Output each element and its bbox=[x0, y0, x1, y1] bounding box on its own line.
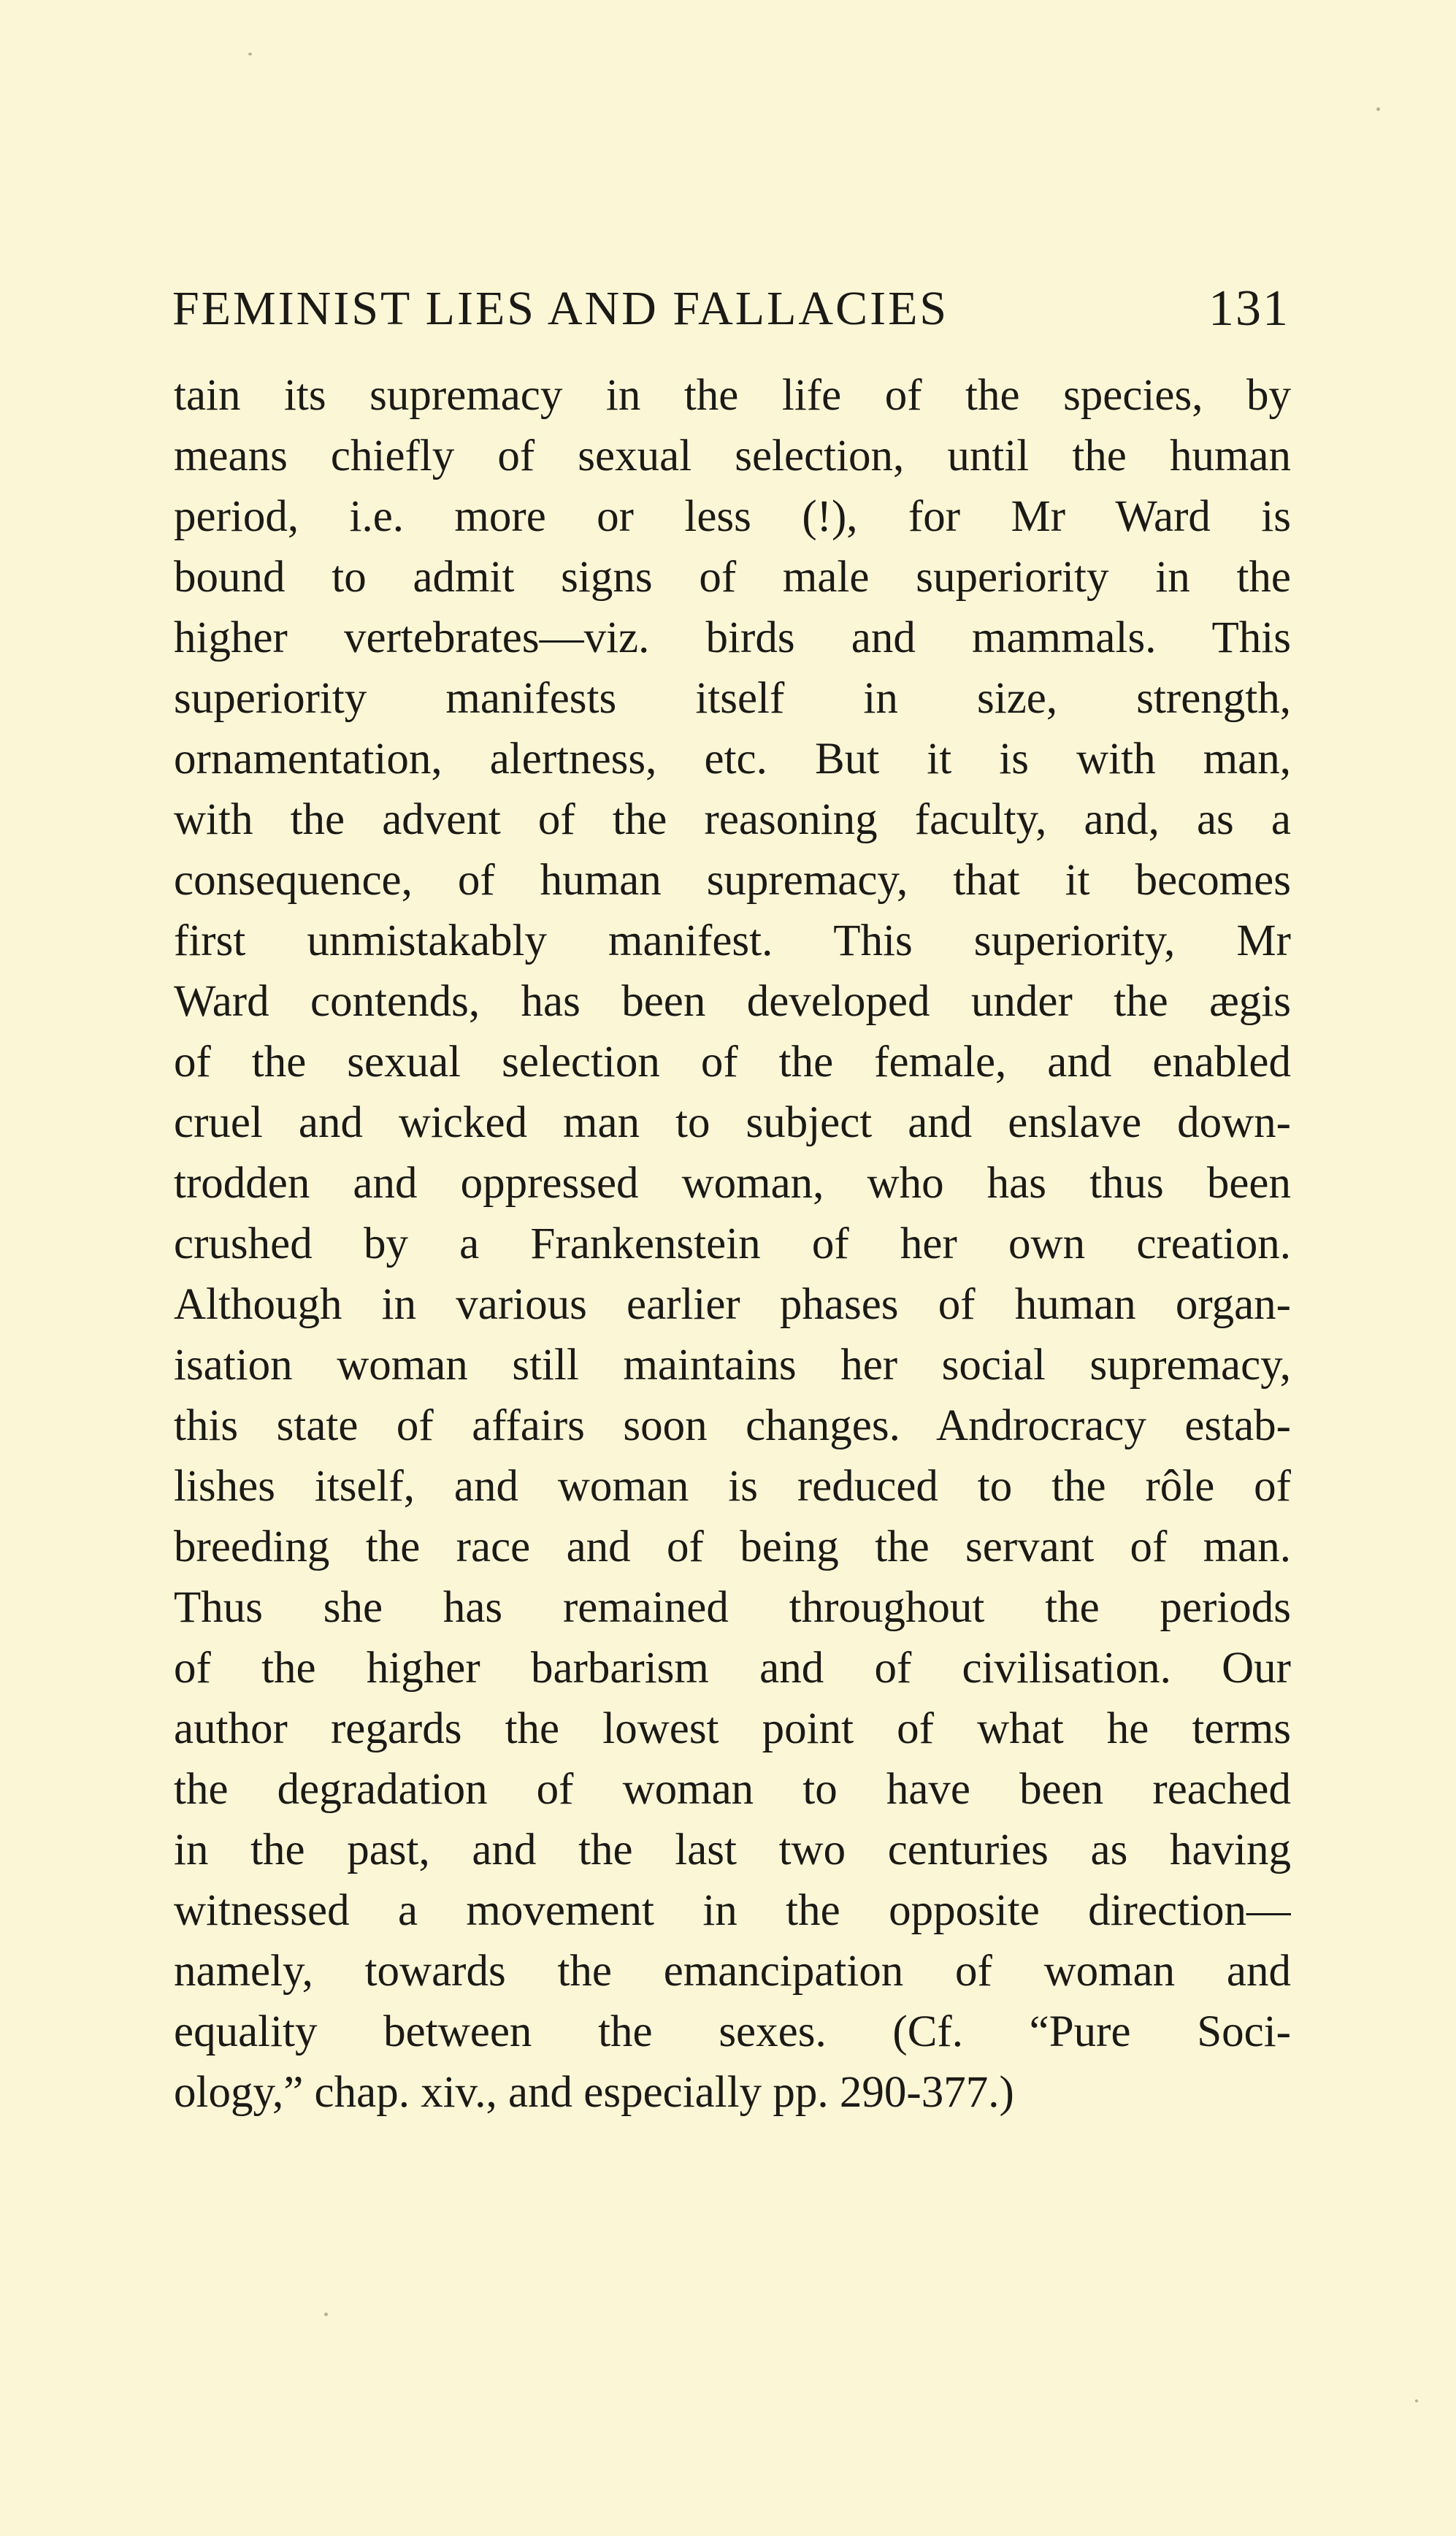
text-line: ornamentation, alertness, etc. But it is with man, bbox=[174, 735, 1291, 784]
text-line: Thus she has remained throughout the periods bbox=[174, 1583, 1291, 1632]
paper-speck bbox=[324, 2313, 328, 2316]
text-line: Ward contends, has been developed under the ægis bbox=[174, 977, 1291, 1026]
text-line: namely, towards the emancipation of woman and bbox=[174, 1947, 1291, 1996]
text-line: the degradation of woman to have been reached bbox=[174, 1765, 1291, 1814]
text-line: lishes itself, and woman is reduced to the rôle of bbox=[174, 1462, 1291, 1511]
text-line: author regards the lowest point of what he terms bbox=[174, 1704, 1291, 1753]
text-line: breeding the race and of being the servant of man. bbox=[174, 1522, 1291, 1571]
text-line: equality between the sexes. (Cf. “Pure Soci- bbox=[174, 2007, 1291, 2056]
text-line: of the higher barbarism and of civilisation. Our bbox=[174, 1644, 1291, 1693]
text-line: Although in various earlier phases of human organ- bbox=[174, 1280, 1291, 1329]
page-number: 131 bbox=[1208, 280, 1290, 337]
text-line: with the advent of the reasoning faculty, and, as a bbox=[174, 795, 1291, 844]
text-line: crushed by a Frankenstein of her own creation. bbox=[174, 1219, 1291, 1268]
text-line: superiority manifests itself in size, strength, bbox=[174, 674, 1291, 723]
text-line: first unmistakably manifest. This superiority, Mr bbox=[174, 916, 1291, 965]
page-header bbox=[172, 276, 1290, 342]
text-line: witnessed a movement in the opposite direction— bbox=[174, 1886, 1291, 1935]
text-line: this state of affairs soon changes. Androcracy estab- bbox=[174, 1401, 1291, 1450]
paper-speck bbox=[248, 53, 252, 55]
text-line: consequence, of human supremacy, that it becomes bbox=[174, 856, 1291, 905]
running-title: FEMINIST LIES AND FALLACIES bbox=[172, 282, 949, 335]
body-paragraph bbox=[174, 365, 1291, 2123]
paper-speck bbox=[1415, 2399, 1418, 2402]
text-line: of the sexual selection of the female, and enabled bbox=[174, 1038, 1291, 1087]
text-line: tain its supremacy in the life of the species, by bbox=[174, 371, 1291, 420]
text-line: period, i.e. more or less (!), for Mr Ward is bbox=[174, 492, 1291, 541]
text-line: trodden and oppressed woman, who has thus been bbox=[174, 1159, 1291, 1208]
text-line: cruel and wicked man to subject and enslave down- bbox=[174, 1098, 1291, 1147]
text-line: ology,” chap. xiv., and especially pp. 290-377.) bbox=[174, 2068, 1014, 2117]
paper-speck bbox=[1376, 107, 1380, 111]
text-line: isation woman still maintains her social supremacy, bbox=[174, 1341, 1291, 1390]
text-line: means chiefly of sexual selection, until the human bbox=[174, 432, 1291, 480]
text-line: higher vertebrates—viz. birds and mammals. This bbox=[174, 613, 1291, 662]
text-line: bound to admit signs of male superiority in the bbox=[174, 553, 1291, 602]
text-line: in the past, and the last two centuries as having bbox=[174, 1826, 1291, 1874]
